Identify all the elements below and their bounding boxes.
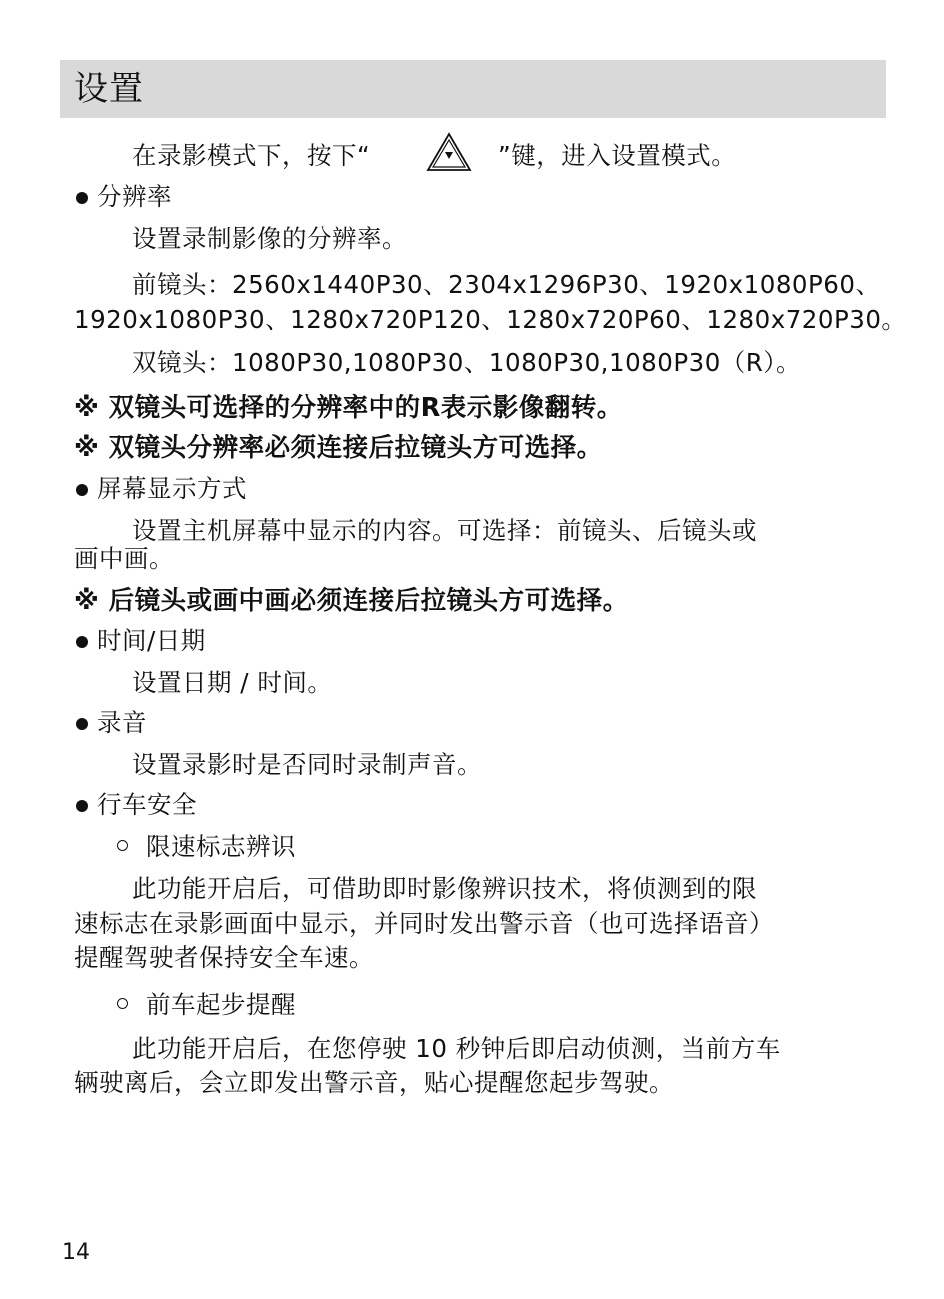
- speed-sign-line1: 此功能开启后，可借助即时影像辨识技术，将侦测到的限: [132, 874, 757, 903]
- front-car-line1: 此功能开启后，在您停驶 10 秒钟后即启动侦测，当前方车: [132, 1034, 781, 1063]
- speed-sign-heading: 限速标志辨识: [146, 832, 296, 861]
- intro-text-before: 在录影模式下，按下“: [132, 141, 371, 170]
- bullet-dot: [76, 636, 88, 648]
- menu-triangle-key-icon: [425, 131, 473, 177]
- speed-sign-line2: 速标志在录影画面中显示，并同时发出警示音（也可选择语音）: [74, 909, 774, 938]
- bullet-dot: [76, 800, 88, 812]
- audio-heading: 录音: [97, 708, 147, 737]
- page-number: 14: [62, 1240, 90, 1265]
- resolution-front-line2: 1920x1080P30、1280x720P120、1280x720P60、1280x720P30。: [74, 305, 907, 334]
- circle-bullet: [117, 998, 128, 1009]
- section-title: 设置: [74, 69, 144, 109]
- speed-sign-line3: 提醒驾驶者保持安全车速。: [74, 943, 374, 972]
- circle-bullet: [117, 840, 128, 851]
- bullet-dot: [76, 192, 88, 204]
- audio-desc: 设置录影时是否同时录制声音。: [132, 750, 482, 779]
- intro-text-after: ”键，进入设置模式。: [498, 141, 737, 170]
- datetime-heading: 时间/日期: [97, 626, 206, 655]
- display-desc-line2: 画中画。: [74, 544, 174, 573]
- display-desc-line1: 设置主机屏幕中显示的内容。可选择：前镜头、后镜头或: [132, 516, 757, 545]
- bullet-dot: [76, 484, 88, 496]
- datetime-desc: 设置日期 / 时间。: [132, 668, 333, 697]
- display-note: ※ 后镜头或画中画必须连接后拉镜头方可选择。: [74, 586, 629, 616]
- resolution-front-line1: 前镜头：2560x1440P30、2304x1296P30、1920x1080P60、: [132, 270, 881, 299]
- resolution-note-flip: ※ 双镜头可选择的分辨率中的R表示影像翻转。: [74, 393, 623, 423]
- safety-heading: 行车安全: [97, 790, 197, 819]
- resolution-dual: 双镜头：1080P30,1080P30、1080P30,1080P30（R）。: [132, 348, 802, 377]
- resolution-note-rear: ※ 双镜头分辨率必须连接后拉镜头方可选择。: [74, 433, 603, 463]
- bullet-dot: [76, 718, 88, 730]
- resolution-desc: 设置录制影像的分辨率。: [132, 224, 407, 253]
- front-car-heading: 前车起步提醒: [146, 990, 296, 1019]
- section-header-bar: [60, 60, 886, 118]
- front-car-line2: 辆驶离后，会立即发出警示音，贴心提醒您起步驾驶。: [74, 1068, 674, 1097]
- resolution-heading: 分辨率: [97, 182, 172, 211]
- display-heading: 屏幕显示方式: [97, 474, 247, 503]
